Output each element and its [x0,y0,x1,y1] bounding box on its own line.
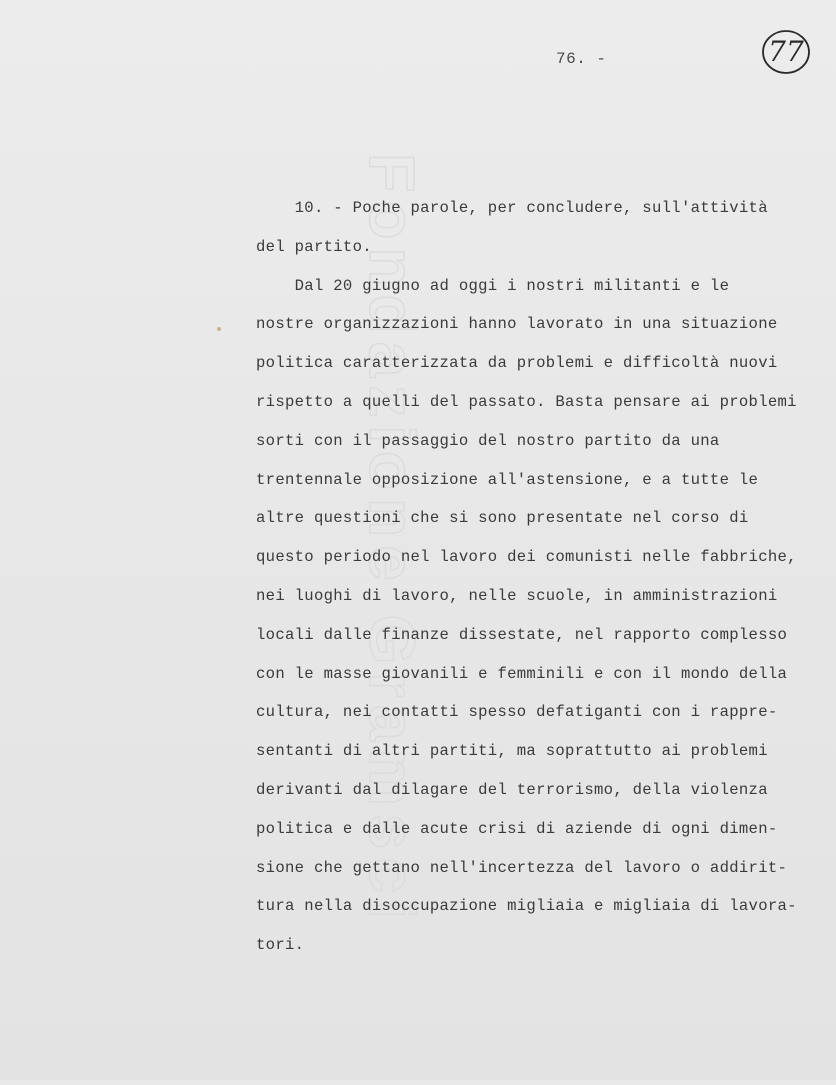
text-line: Dal 20 giugno ad oggi i nostri militanti e le [256,276,730,295]
typed-body-text [256,189,816,965]
text-line: con le masse giovanili e femminili e con il mondo della [256,664,788,683]
paper-speck [217,327,221,331]
text-line: questo periodo nel lavoro dei comunisti nelle fabbriche, [256,548,797,567]
text-line: rispetto a quelli del passato. Basta pensare ai problemi [256,392,797,411]
text-line: nostre organizzazioni hanno lavorato in una situazione [256,315,778,334]
text-line: politica e dalle acute crisi di aziende di ogni dimen- [256,819,778,838]
watermark-text: Fondazione Gramsci [356,153,428,927]
text-line: altre questioni che si sono presentate nel corso di [256,509,749,528]
text-line: derivanti dal dilagare del terrorismo, della violenza [256,780,768,799]
text-line: trentennale opposizione all'astensione, e a tutte le [256,470,759,489]
text-line: nei luoghi di lavoro, nelle scuole, in amministrazioni [256,586,778,605]
text-line: sentanti di altri partiti, ma soprattutto ai problemi [256,742,768,761]
text-line: cultura, nei contatti spesso defatiganti con i rappre- [256,703,778,722]
text-line: tura nella disoccupazione migliaia e migliaia di lavora- [256,897,797,916]
page-stamp [760,26,812,78]
stamp-number: 77 [768,35,804,68]
text-line: sione che gettano nell'incertezza del lavoro o addirit- [256,858,788,877]
page-number: 76. - [556,50,607,68]
text-line: politica caratterizzata da problemi e difficoltà nuovi [256,354,778,373]
text-line: del partito. [256,237,372,256]
text-line: 10. - Poche parole, per concludere, sull'attività [256,199,768,217]
text-line: tori. [256,936,305,955]
text-line: sorti con il passaggio del nostro partito da una [256,431,720,450]
text-line: locali dalle finanze dissestate, nel rapporto complesso [256,625,788,644]
